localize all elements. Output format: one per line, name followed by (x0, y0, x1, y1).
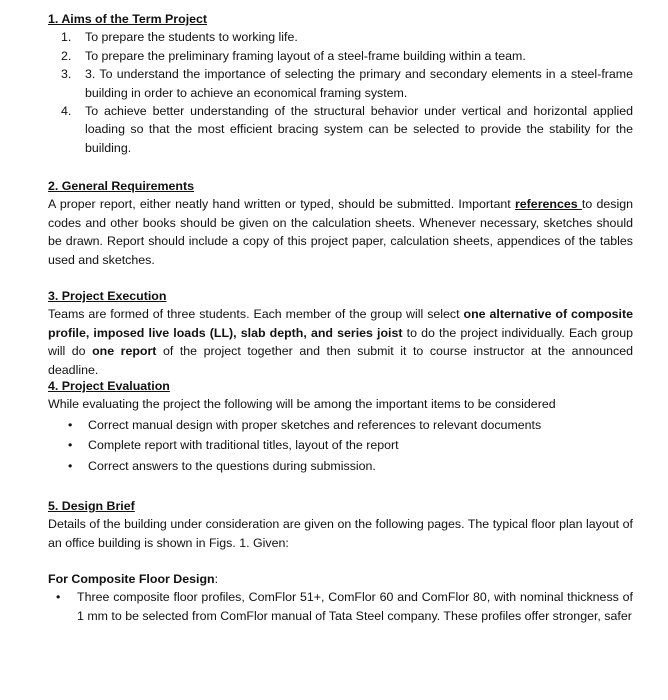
bullet-icon: • (68, 458, 73, 473)
list-item: 1. To prepare the students to working life. (61, 30, 298, 45)
section-project-evaluation (48, 377, 633, 475)
list-item: 2. To prepare the preliminary framing layout of a steel-frame building within a team. (61, 48, 526, 63)
design-paragraph: Details of the building under consideration are given on the following pages. The typical floor plan layout of an office building is shown in Figs. 1. Given: (48, 517, 633, 550)
section-project-execution (48, 287, 633, 379)
section-aims (48, 10, 633, 157)
evaluation-intro: While evaluating the project the following will be among the important items to be considered (48, 397, 556, 412)
list-item: 3. 3. To understand the importance of selecting the primary and secondary elements in a steel-frame building in order to achieve an economical framing system. (61, 67, 633, 100)
list-item: 4. To achieve better understanding of the structural behavior under vertical and horizontal applied loading so that the most efficient bracing system can be selected to provide the stability for the building. (61, 104, 633, 155)
list-item: • Three composite floor profiles, ComFlor 51+, ComFlor 60 and ComFlor 80, with nominal thickness of 1 mm to be selected from ComFlor manual of Tata Steel company. These profiles offer stronger, safer (56, 590, 633, 623)
evaluation-list (48, 416, 633, 475)
references-emphasis: references (514, 197, 582, 212)
bullet-icon: • (68, 438, 73, 453)
execution-paragraph: Teams are formed of three students. Each member of the group will select one alternative of composite profile, imposed live loads (LL), slab depth, and series joist to do the project individually. Each group will do one report of the project together and then submit it to course instructor at the announced deadline. (48, 307, 633, 377)
general-heading: 2. General Requirements (48, 179, 194, 193)
general-paragraph: A proper report, either neatly hand written or typed, should be submitted. Important references to design codes and other books should be given on the calculation sheets. Whenever necessary, sketches should be drawn. Report should include a copy of this project paper, calculation sheets, appendices of the tables used and sketches. (48, 197, 633, 267)
list-item: • Correct answers to the questions during submission. (48, 457, 633, 475)
composite-list (48, 588, 633, 625)
section-composite-floor (48, 570, 633, 625)
list-item: • Complete report with traditional titles, layout of the report (48, 436, 633, 454)
bullet-icon: • (68, 417, 73, 432)
section-general-requirements (48, 177, 633, 269)
evaluation-heading: 4. Project Evaluation (48, 379, 170, 393)
execution-heading: 3. Project Execution (48, 289, 167, 303)
design-heading: 5. Design Brief (48, 499, 135, 513)
aims-heading: 1. Aims of the Term Project (48, 12, 208, 26)
bullet-icon: • (56, 590, 61, 605)
composite-heading: For Composite Floor Design: (48, 572, 219, 586)
aims-list (48, 28, 633, 157)
section-design-brief (48, 497, 633, 552)
list-item: • Correct manual design with proper sketches and references to relevant documents (48, 416, 633, 434)
